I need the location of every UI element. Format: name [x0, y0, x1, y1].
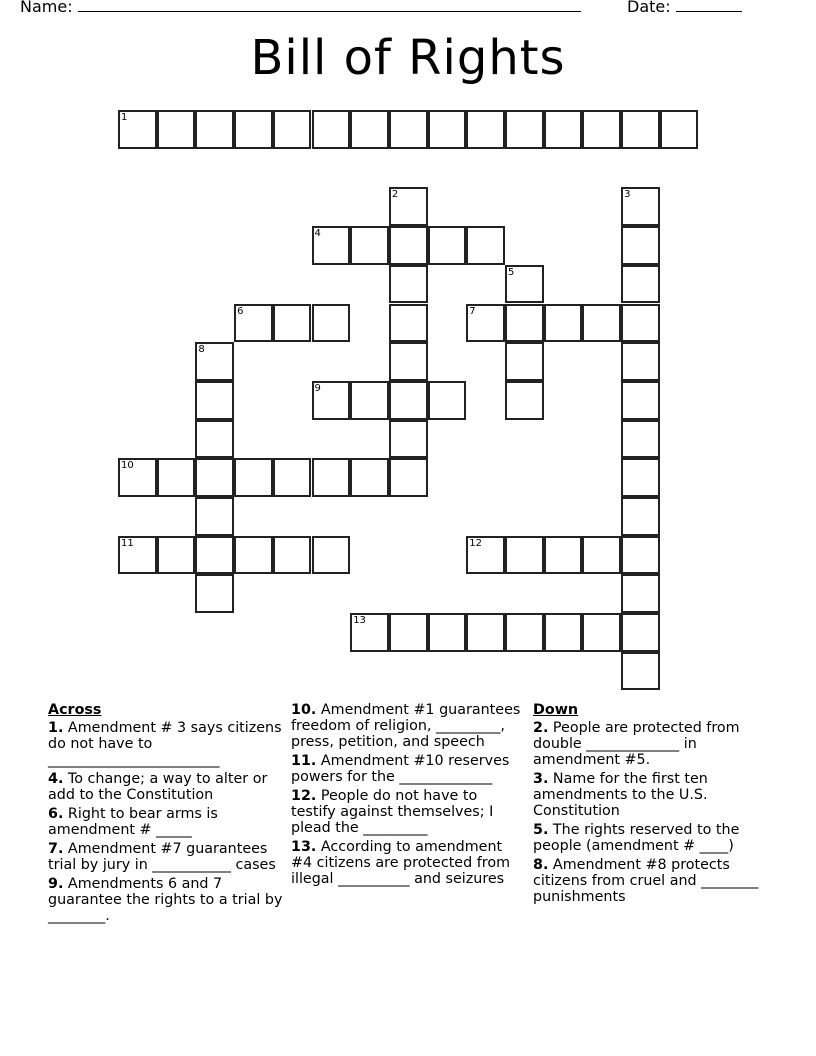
grid-cell[interactable] — [621, 381, 660, 420]
grid-cell[interactable] — [350, 110, 389, 149]
clue-number: 13. — [291, 839, 317, 855]
across-clue — [48, 771, 288, 803]
cell-number: 7 — [469, 305, 476, 317]
down-clues-column — [533, 702, 763, 908]
cell-number: 2 — [391, 189, 399, 201]
clue-number: 9. — [48, 876, 64, 892]
cell-number: 12 — [469, 537, 483, 549]
grid-cell[interactable] — [389, 458, 428, 497]
grid-cell[interactable] — [621, 613, 660, 652]
grid-cell[interactable] — [195, 574, 234, 613]
grid-cell[interactable] — [350, 613, 389, 652]
clue-text: Amendment #7 guarantees trial by jury in ___________ cases — [48, 841, 276, 873]
grid-cell[interactable] — [389, 342, 428, 381]
clue-number: 4. — [48, 771, 64, 787]
across-clue — [291, 753, 523, 785]
page-title: Bill of Rights — [250, 30, 566, 86]
grid-cell[interactable] — [312, 226, 351, 265]
down-clue — [533, 771, 763, 819]
cell-number: 4 — [314, 228, 321, 240]
cell-number: 11 — [121, 537, 134, 549]
down-heading: Down — [533, 702, 579, 718]
grid-cell[interactable] — [234, 536, 273, 575]
grid-cell[interactable] — [544, 304, 583, 343]
grid-cell[interactable] — [621, 458, 660, 497]
down-clue — [533, 857, 763, 905]
grid-cell[interactable] — [195, 536, 234, 575]
clue-text: Amendment #1 guarantees freedom of religion, _________, press, petition, and speech — [291, 702, 525, 750]
down-clue — [533, 720, 763, 768]
down-clue — [533, 822, 763, 854]
grid-cell[interactable] — [466, 110, 505, 149]
across-clue — [291, 788, 523, 836]
cell-number: 3 — [624, 189, 631, 201]
grid-cell[interactable] — [195, 420, 234, 459]
across-clues-column-1 — [48, 702, 288, 927]
across-clue — [48, 720, 288, 768]
grid-cell[interactable] — [234, 458, 273, 497]
grid-cell[interactable] — [505, 381, 544, 420]
name-label: Name: — [20, 0, 73, 16]
cell-number: 8 — [198, 344, 205, 356]
clue-text: Name for the first ten amendments to the U.S. Constitution — [533, 771, 713, 819]
grid-cell[interactable] — [621, 420, 660, 459]
grid-cell[interactable] — [621, 536, 660, 575]
grid-cell[interactable] — [389, 381, 428, 420]
grid-cell[interactable] — [621, 226, 660, 265]
grid-cell[interactable] — [621, 187, 660, 226]
cell-number: 13 — [353, 615, 366, 627]
grid-cell[interactable] — [195, 381, 234, 420]
grid-cell[interactable] — [582, 613, 621, 652]
grid-cell[interactable] — [621, 652, 660, 691]
across-clue — [291, 702, 523, 750]
grid-cell[interactable] — [350, 381, 389, 420]
grid-cell[interactable] — [505, 265, 544, 304]
grid-cell[interactable] — [505, 536, 544, 575]
grid-cell[interactable] — [621, 265, 660, 304]
grid-cell[interactable] — [466, 613, 505, 652]
grid-cell[interactable] — [273, 110, 312, 149]
grid-cell[interactable] — [312, 458, 351, 497]
grid-cell[interactable] — [118, 110, 157, 149]
grid-cell[interactable] — [621, 497, 660, 536]
clue-number: 5. — [533, 822, 549, 838]
clue-text: Amendment #10 reserves powers for the _____________ — [291, 753, 514, 785]
grid-cell[interactable] — [273, 536, 312, 575]
grid-cell[interactable] — [505, 110, 544, 149]
cell-number: 1 — [121, 112, 128, 123]
grid-cell[interactable] — [660, 110, 699, 149]
clue-text: According to amendment #4 citizens are protected from illegal __________ and seizures — [291, 839, 515, 887]
date-label: Date: — [627, 0, 671, 16]
clue-text: To change; a way to alter or add to the Constitution — [48, 771, 272, 803]
clue-text: Amendment #8 protects citizens from cruel and ________ punishments — [533, 857, 763, 905]
across-clues-column-2 — [291, 702, 523, 890]
grid-cell[interactable] — [582, 110, 621, 149]
across-clue — [291, 839, 523, 887]
grid-cell[interactable] — [273, 304, 312, 343]
grid-cell[interactable] — [466, 304, 505, 343]
grid-cell[interactable] — [505, 304, 544, 343]
grid-cell[interactable] — [157, 536, 196, 575]
across-clue — [48, 876, 288, 924]
grid-cell[interactable] — [118, 458, 157, 497]
grid-cell[interactable] — [312, 304, 351, 343]
grid-cell[interactable] — [389, 226, 428, 265]
grid-cell[interactable] — [312, 381, 351, 420]
grid-cell[interactable] — [389, 110, 428, 149]
grid-cell[interactable] — [195, 110, 234, 149]
clue-text: Amendment # 3 says citizens do not have to ________________________ — [48, 720, 287, 768]
grid-cell[interactable] — [389, 613, 428, 652]
grid-cell[interactable] — [428, 110, 467, 149]
clue-number: 12. — [291, 788, 317, 804]
cell-number: 9 — [314, 382, 321, 394]
clue-number: 7. — [48, 841, 64, 857]
grid-cell[interactable] — [466, 226, 505, 265]
grid-cell[interactable] — [582, 304, 621, 343]
clue-number: 10. — [291, 702, 317, 718]
cell-number: 10 — [121, 460, 134, 472]
grid-cell[interactable] — [195, 342, 234, 381]
grid-cell[interactable] — [195, 458, 234, 497]
grid-cell[interactable] — [389, 187, 428, 226]
grid-cell[interactable] — [582, 536, 621, 575]
grid-cell[interactable] — [312, 536, 351, 575]
grid-cell[interactable] — [428, 226, 467, 265]
grid-cell[interactable] — [350, 226, 389, 265]
grid-cell[interactable] — [195, 497, 234, 536]
clue-text: The rights reserved to the people (amendment # ____) — [533, 822, 744, 854]
clue-text: Right to bear arms is amendment # _____ — [48, 806, 223, 838]
grid-cell[interactable] — [621, 110, 660, 149]
grid-cell[interactable] — [428, 613, 467, 652]
grid-cell[interactable] — [157, 458, 196, 497]
grid-cell[interactable] — [621, 304, 660, 343]
grid-cell[interactable] — [505, 613, 544, 652]
grid-cell[interactable] — [273, 458, 312, 497]
clue-number: 8. — [533, 857, 549, 873]
cell-number: 6 — [237, 305, 244, 317]
grid-cell[interactable] — [118, 536, 157, 575]
clue-text: People do not have to testify against themselves; I plead the _________ — [291, 788, 498, 836]
grid-cell[interactable] — [621, 574, 660, 613]
across-clue — [48, 841, 288, 873]
across-clue — [48, 806, 288, 838]
grid-cell[interactable] — [234, 110, 273, 149]
grid-cell[interactable] — [312, 110, 351, 149]
grid-cell[interactable] — [466, 536, 505, 575]
clue-number: 1. — [48, 720, 64, 736]
clue-number: 2. — [533, 720, 549, 736]
grid-cell[interactable] — [389, 265, 428, 304]
grid-cell[interactable] — [157, 110, 196, 149]
grid-cell[interactable] — [505, 342, 544, 381]
grid-cell[interactable] — [544, 613, 583, 652]
clue-number: 6. — [48, 806, 64, 822]
clue-text: Amendments 6 and 7 guarantee the rights to a trial by ________. — [48, 876, 287, 924]
across-heading: Across — [48, 702, 102, 718]
grid-cell[interactable] — [428, 381, 467, 420]
grid-cell[interactable] — [544, 110, 583, 149]
clue-number: 11. — [291, 753, 317, 769]
grid-cell[interactable] — [350, 458, 389, 497]
clue-number: 3. — [533, 771, 549, 787]
clue-text: People are protected from double _____________ in amendment #5. — [533, 720, 745, 768]
cell-number: 5 — [508, 266, 515, 278]
grid-cell[interactable] — [234, 304, 273, 343]
grid-cell[interactable] — [389, 420, 428, 459]
grid-cell[interactable] — [544, 536, 583, 575]
grid-cell[interactable] — [621, 342, 660, 381]
grid-cell[interactable] — [389, 304, 428, 343]
